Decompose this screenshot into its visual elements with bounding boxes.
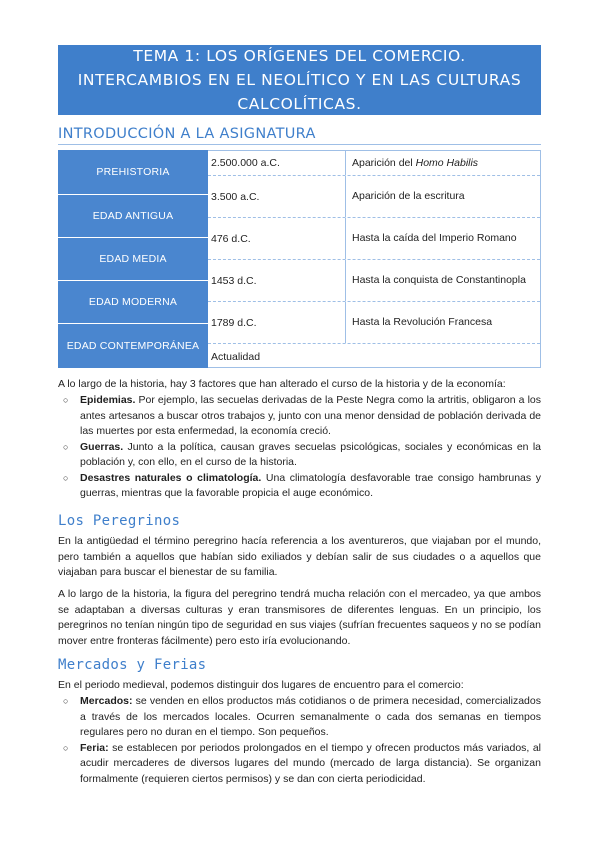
event-desc-species: Homo Habilis (415, 156, 479, 169)
factors-list (58, 393, 541, 502)
mercados-intro: En el periodo medieval, podemos distinguir dos lugares de encuentro para el comercio: (58, 679, 464, 691)
era-media: EDAD MEDIA (99, 253, 167, 265)
factor-term: Epidemias. (80, 394, 136, 406)
event-description (345, 151, 536, 175)
peregrinos-paragraph-1: En la antigüedad el término peregrino hacía referencia a los aventureros, que viajaban por el mundo, pero también a aquellos que habían sido exiliados y debían salir de sus ciudades o a aquellos que viajaban para buscar el bienestar de su familia. (58, 535, 541, 578)
bullet-icon: ○ (63, 742, 69, 753)
peregrinos-paragraph-2: A lo largo de la historia, la figura del peregrino tendrá mucha relación con el mercadeo, ya que ambos se adaptaban a diversas culturas y eran transmisores de diferentes lenguas. En un principio, los peregrinos no tenían ningún tipo de seguridad en sus viajes (sufrían frecuentes saqueos y no se podían mover entre fronteras fácilmente) pero esto iría evolucionando. (58, 588, 541, 647)
event-description: Hasta la conquista de Constantinopla (345, 260, 536, 301)
bullet-icon: ○ (63, 395, 69, 405)
event-desc-text: Aparición del (352, 156, 413, 169)
market-text: se venden en ellos productos más cotidianos o de primera necesidad, comercializados a través de los mercados locales. Ocurren semanalmente o cada dos semanas en tiempos regulares pero no duran en el tiempo. Son pequeños. (80, 695, 541, 738)
factors-intro: A lo largo de la historia, hay 3 factores que han alterado el curso de la historia y de la economía: (58, 378, 506, 390)
era-moderna: EDAD MODERNA (88, 296, 178, 308)
market-text: se establecen por periodos prolongados en el tiempo y ofrecen productos más variados, al acudir mercaderes de diversos lugares del mundo (mercado de larga distancia). Se organizan formalmente (requieren ciertos permisos) y se dan con cierta periodicidad. (80, 741, 541, 785)
timeline-row (208, 151, 540, 176)
events-column (208, 150, 541, 368)
intro-heading: INTRODUCCIÓN A LA ASIGNATURA (58, 126, 541, 145)
history-timeline-table (58, 150, 541, 368)
event-date: Actualidad (211, 350, 261, 363)
event-date: 1453 d.C. (211, 274, 257, 287)
market-term: Mercados: (80, 695, 133, 707)
peregrinos-heading: Los Peregrinos (58, 513, 181, 529)
event-description: Aparición de la escritura (345, 176, 536, 217)
market-term: Feria: (80, 741, 109, 754)
bullet-icon: ○ (63, 696, 69, 706)
factor-term: Guerras. (80, 440, 124, 453)
factor-text: Por ejemplo, las secuelas derivadas de la Peste Negra como la artritis, obligaron a los antes artesanos a buscar otros trabajos y, junto con una menor densidad de población derivada de las muertes por esta enfermedad, la economía creció. (80, 394, 541, 437)
timeline-row (208, 176, 540, 218)
list-item (58, 393, 541, 440)
list-item (58, 440, 541, 471)
bullet-icon: ○ (63, 441, 69, 452)
factor-text: Junto a la política, causan graves secuelas psicológicas, sociales y económicas en la población y, con ello, en el curso de la historia. (80, 440, 541, 468)
timeline-row (208, 260, 540, 302)
timeline-row (208, 302, 540, 344)
era-contemporanea: EDAD CONTEMPORÁNEA (66, 340, 200, 352)
event-description: Hasta la caída del Imperio Romano (345, 218, 536, 259)
list-item (58, 741, 541, 788)
era-prehistoria: PREHISTORIA (96, 166, 170, 178)
event-description: Hasta la Revolución Francesa (345, 302, 536, 343)
list-item (58, 694, 541, 741)
timeline-row (208, 344, 540, 369)
factor-text: Una climatología desfavorable trae consigo hambrunas y guerras, mientras que la favorable propicia el auge económico. (80, 471, 541, 499)
bullet-icon: ○ (63, 472, 69, 483)
eras-column (58, 150, 208, 368)
event-date: 1789 d.C. (211, 316, 257, 329)
event-date: 2.500.000 a.C. (211, 157, 280, 169)
event-date: 3.500 a.C. (211, 190, 260, 203)
timeline-row (208, 218, 540, 260)
page-title: TEMA 1: LOS ORÍGENES DEL COMERCIO. INTERCAMBIOS EN EL NEOLÍTICO Y EN LAS CULTURAS CALCOLÍTICAS. (58, 45, 541, 115)
mercados-list (58, 694, 541, 787)
era-antigua: EDAD ANTIGUA (92, 209, 174, 222)
factor-term: Desastres naturales o climatología. (80, 471, 262, 484)
mercados-heading: Mercados y Ferias (58, 657, 207, 673)
list-item (58, 471, 541, 502)
event-date: 476 d.C. (211, 232, 251, 245)
